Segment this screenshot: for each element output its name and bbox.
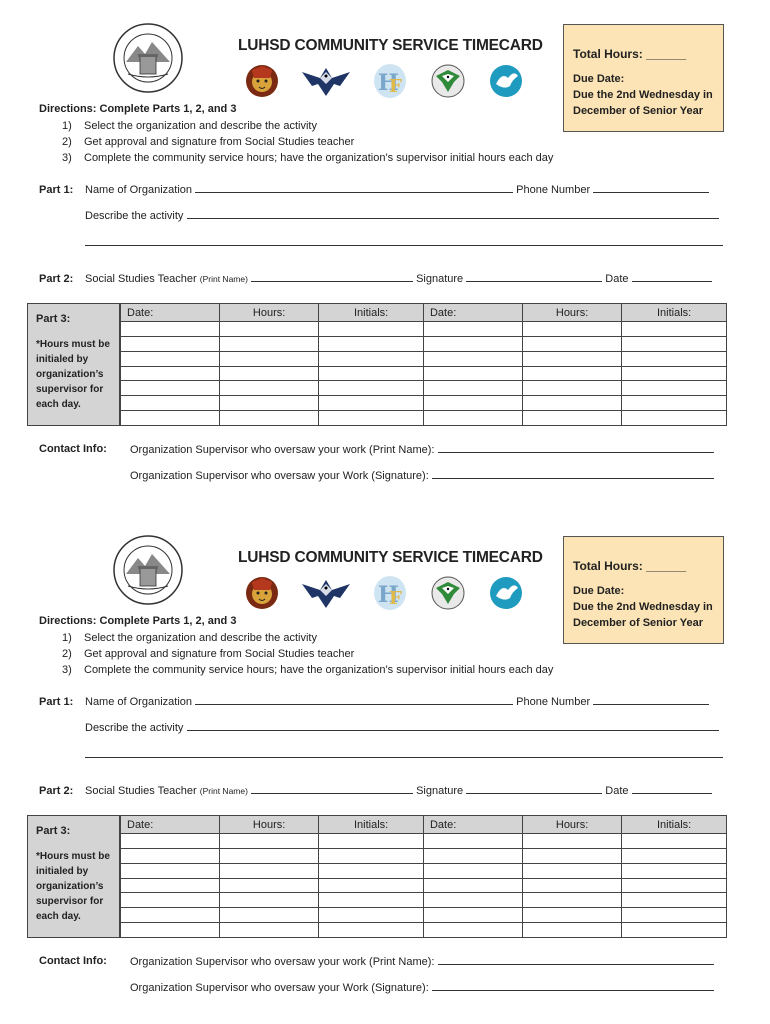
column-header: Hours: — [219, 816, 318, 834]
teacher-signature-field[interactable] — [466, 784, 602, 794]
total-hours-box — [563, 24, 724, 132]
lion-mascot-icon — [244, 62, 280, 100]
eagle-mascot-icon — [300, 574, 352, 612]
falcon-mascot-icon — [430, 574, 466, 612]
table-row — [121, 396, 727, 411]
list-item: 3) Complete the community service hours; have the organization’s supervisor initial hours each day — [62, 152, 554, 164]
describe-activity-field[interactable] — [187, 209, 719, 219]
organization-name-field[interactable] — [195, 695, 513, 705]
date-field[interactable] — [632, 272, 712, 282]
due-date: Due Date: Due the 2nd Wednesday in December of Senior Year — [573, 73, 713, 117]
directions-list — [62, 118, 553, 166]
list-item: 1) Select the organization and describe the activity — [62, 632, 317, 644]
part3-label: Part 3: — [36, 313, 71, 325]
table-row — [121, 923, 727, 938]
table-row — [121, 411, 727, 426]
part3-box — [27, 815, 120, 938]
hf-monogram-icon — [372, 574, 408, 612]
part1-label: Part 1: — [39, 184, 74, 196]
describe-row-2 — [85, 236, 723, 249]
describe-row: Describe the activity — [85, 721, 719, 734]
supervisor-signature-row: Organization Supervisor who oversaw your Work (Signature): — [130, 981, 714, 994]
falcon-mascot-icon — [430, 62, 466, 100]
table-row — [121, 381, 727, 396]
table-row — [121, 336, 727, 351]
column-header: Date: — [423, 304, 522, 322]
table-row — [121, 322, 727, 337]
part3-section — [27, 303, 727, 426]
part3-section — [27, 815, 727, 938]
supervisor-signature-row: Organization Supervisor who oversaw your Work (Signature): — [130, 469, 714, 482]
table-row — [121, 893, 727, 908]
column-header: Date: — [121, 304, 220, 322]
school-logos — [244, 574, 530, 612]
table-row — [121, 863, 727, 878]
describe-activity-field-2[interactable] — [85, 236, 723, 246]
column-header: Date: — [423, 816, 522, 834]
table-row — [121, 878, 727, 893]
list-item: 3) Complete the community service hours; have the organization’s supervisor initial hours each day — [62, 664, 554, 676]
part2-row: Part 2: Social Studies Teacher (Print Name) Signature Date — [39, 784, 712, 797]
phone-number-field[interactable] — [593, 183, 709, 193]
district-seal-icon — [112, 534, 184, 606]
part1-label: Part 1: — [39, 696, 74, 708]
hf-monogram-icon — [372, 62, 408, 100]
contact-info-label: Contact Info: — [39, 955, 107, 967]
part2-label: Part 2: — [39, 273, 74, 285]
part3-box — [27, 303, 120, 426]
school-logos — [244, 62, 530, 100]
district-seal-icon — [112, 22, 184, 94]
table-row — [121, 351, 727, 366]
part3-label: Part 3: — [36, 825, 71, 837]
supervisor-print-row: Organization Supervisor who oversaw your work (Print Name): — [130, 443, 714, 456]
column-header: Hours: — [522, 816, 621, 834]
table-row — [121, 366, 727, 381]
list-item: 1) Select the organization and describe the activity — [62, 120, 317, 132]
describe-activity-field-2[interactable] — [85, 748, 723, 758]
teacher-signature-field[interactable] — [466, 272, 602, 282]
dove-emblem-icon — [488, 62, 524, 100]
directions-heading: Directions: Complete Parts 1, 2, and 3 — [39, 615, 237, 627]
table-row — [121, 848, 727, 863]
total-hours: Total Hours: ______ — [573, 559, 687, 573]
directions-list — [62, 630, 553, 678]
part1-row: Part 1: Name of Organization Phone Number — [39, 695, 709, 708]
eagle-mascot-icon — [300, 62, 352, 100]
total-hours-box — [563, 536, 724, 644]
column-header: Date: — [121, 816, 220, 834]
part2-row: Part 2: Social Studies Teacher (Print Name) Signature Date — [39, 272, 712, 285]
describe-row-2 — [85, 748, 723, 761]
column-header: Initials: — [319, 304, 424, 322]
supervisor-signature-field[interactable] — [432, 981, 714, 991]
table-row — [121, 834, 727, 849]
contact-info-label: Contact Info: — [39, 443, 107, 455]
page-title: LUHSD COMMUNITY SERVICE TIMECARD — [238, 549, 543, 566]
supervisor-signature-field[interactable] — [432, 469, 714, 479]
part3-note: *Hours must be initialed by organization’s supervisor for each day. — [36, 339, 110, 410]
supervisor-print-row: Organization Supervisor who oversaw your work (Print Name): — [130, 955, 714, 968]
due-date: Due Date: Due the 2nd Wednesday in December of Senior Year — [573, 585, 713, 629]
lion-mascot-icon — [244, 574, 280, 612]
list-item: 2) Get approval and signature from Social Studies teacher — [62, 136, 355, 148]
describe-activity-field[interactable] — [187, 721, 719, 731]
phone-number-field[interactable] — [593, 695, 709, 705]
date-field[interactable] — [632, 784, 712, 794]
part1-row: Part 1: Name of Organization Phone Number — [39, 183, 709, 196]
dove-emblem-icon — [488, 574, 524, 612]
total-hours: Total Hours: ______ — [573, 47, 687, 61]
list-item: 2) Get approval and signature from Social Studies teacher — [62, 648, 355, 660]
supervisor-name-field[interactable] — [438, 955, 714, 965]
column-header: Hours: — [219, 304, 318, 322]
column-header: Initials: — [622, 816, 727, 834]
organization-name-field[interactable] — [195, 183, 513, 193]
hours-log-table — [120, 303, 727, 426]
table-row — [121, 908, 727, 923]
part2-label: Part 2: — [39, 785, 74, 797]
directions-heading: Directions: Complete Parts 1, 2, and 3 — [39, 103, 237, 115]
describe-row: Describe the activity — [85, 209, 719, 222]
part3-note: *Hours must be initialed by organization’s supervisor for each day. — [36, 851, 110, 922]
page-title: LUHSD COMMUNITY SERVICE TIMECARD — [238, 37, 543, 54]
teacher-name-field[interactable] — [251, 272, 413, 282]
column-header: Initials: — [622, 304, 727, 322]
column-header: Initials: — [319, 816, 424, 834]
teacher-name-field[interactable] — [251, 784, 413, 794]
supervisor-name-field[interactable] — [438, 443, 714, 453]
column-header: Hours: — [522, 304, 621, 322]
timecard-2 — [0, 512, 770, 1024]
hours-log-table — [120, 815, 727, 938]
